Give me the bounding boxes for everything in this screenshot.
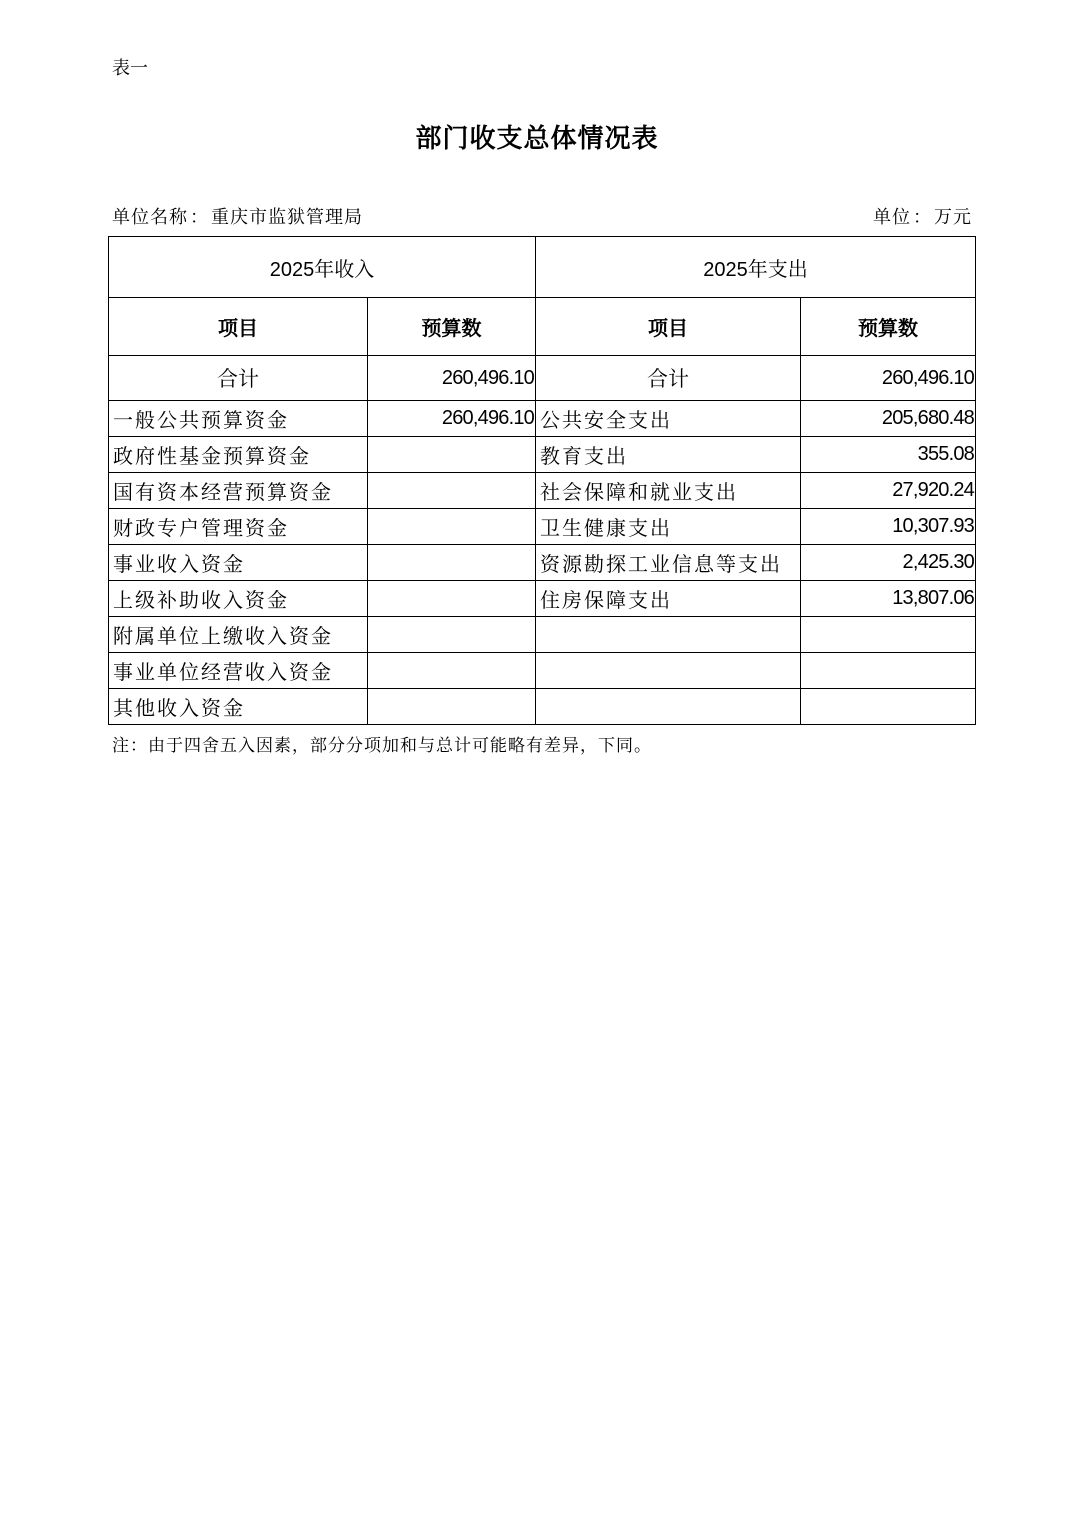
unit-line (873, 203, 972, 229)
expense-item (536, 617, 801, 653)
income-total-label: 合计 (109, 356, 368, 401)
budget-table (108, 236, 976, 725)
table-row (109, 509, 976, 545)
table-row (109, 473, 976, 509)
unit-name: 重庆市监狱管理局 (211, 207, 363, 228)
expense-value (801, 617, 976, 653)
unit-colon: ： (913, 207, 932, 228)
table-row (109, 689, 976, 725)
income-value (368, 473, 536, 509)
expense-item (536, 653, 801, 689)
expense-total-label: 合计 (536, 356, 801, 401)
income-item: 事业单位经营收入资金 (109, 653, 368, 689)
expense-header: 2025年支出 (536, 237, 976, 298)
expense-item: 教育支出 (536, 437, 801, 473)
expense-value: 205,680.48 (801, 401, 976, 437)
income-value (368, 689, 536, 725)
income-item: 附属单位上缴收入资金 (109, 617, 368, 653)
expense-item: 社会保障和就业支出 (536, 473, 801, 509)
unit-value: 万元 (934, 207, 972, 228)
unit-name-colon: ： (190, 207, 209, 228)
unit-label: 单位 (873, 207, 911, 228)
page-title: 部门收支总体情况表 (415, 124, 659, 154)
income-item: 政府性基金预算资金 (109, 437, 368, 473)
total-row (109, 356, 976, 401)
income-item: 财政专户管理资金 (109, 509, 368, 545)
table-row (109, 617, 976, 653)
year-header-row (109, 237, 976, 298)
income-header: 2025年收入 (109, 237, 536, 298)
expense-value: 10,307.93 (801, 509, 976, 545)
income-value (368, 437, 536, 473)
income-value (368, 653, 536, 689)
income-total-value: 260,496.10 (368, 356, 536, 401)
unit-name-line (112, 203, 363, 229)
income-item: 国有资本经营预算资金 (109, 473, 368, 509)
income-value (368, 617, 536, 653)
table-row (109, 437, 976, 473)
expense-value: 355.08 (801, 437, 976, 473)
expense-budget-header: 预算数 (801, 298, 976, 356)
expense-value (801, 653, 976, 689)
expense-value: 13,807.06 (801, 581, 976, 617)
expense-item: 住房保障支出 (536, 581, 801, 617)
expense-total-value: 260,496.10 (801, 356, 976, 401)
income-item: 其他收入资金 (109, 689, 368, 725)
income-item: 上级补助收入资金 (109, 581, 368, 617)
expense-item: 资源勘探工业信息等支出 (536, 545, 801, 581)
income-value (368, 545, 536, 581)
table-row (109, 401, 976, 437)
table-row (109, 545, 976, 581)
expense-item (536, 689, 801, 725)
expense-item-header: 项目 (536, 298, 801, 356)
income-item: 事业收入资金 (109, 545, 368, 581)
expense-value: 2,425.30 (801, 545, 976, 581)
income-budget-header: 预算数 (368, 298, 536, 356)
table-row (109, 581, 976, 617)
income-value: 260,496.10 (368, 401, 536, 437)
income-value (368, 509, 536, 545)
income-value (368, 581, 536, 617)
column-header-row (109, 298, 976, 356)
expense-item: 卫生健康支出 (536, 509, 801, 545)
footnote: 注：由于四舍五入因素，部分分项加和与总计可能略有差异，下同。 (112, 736, 652, 756)
income-item: 一般公共预算资金 (109, 401, 368, 437)
table-row (109, 653, 976, 689)
table-label: 表一 (112, 58, 148, 79)
unit-name-label: 单位名称 (112, 207, 188, 228)
income-item-header: 项目 (109, 298, 368, 356)
expense-item: 公共安全支出 (536, 401, 801, 437)
expense-value (801, 689, 976, 725)
expense-value: 27,920.24 (801, 473, 976, 509)
